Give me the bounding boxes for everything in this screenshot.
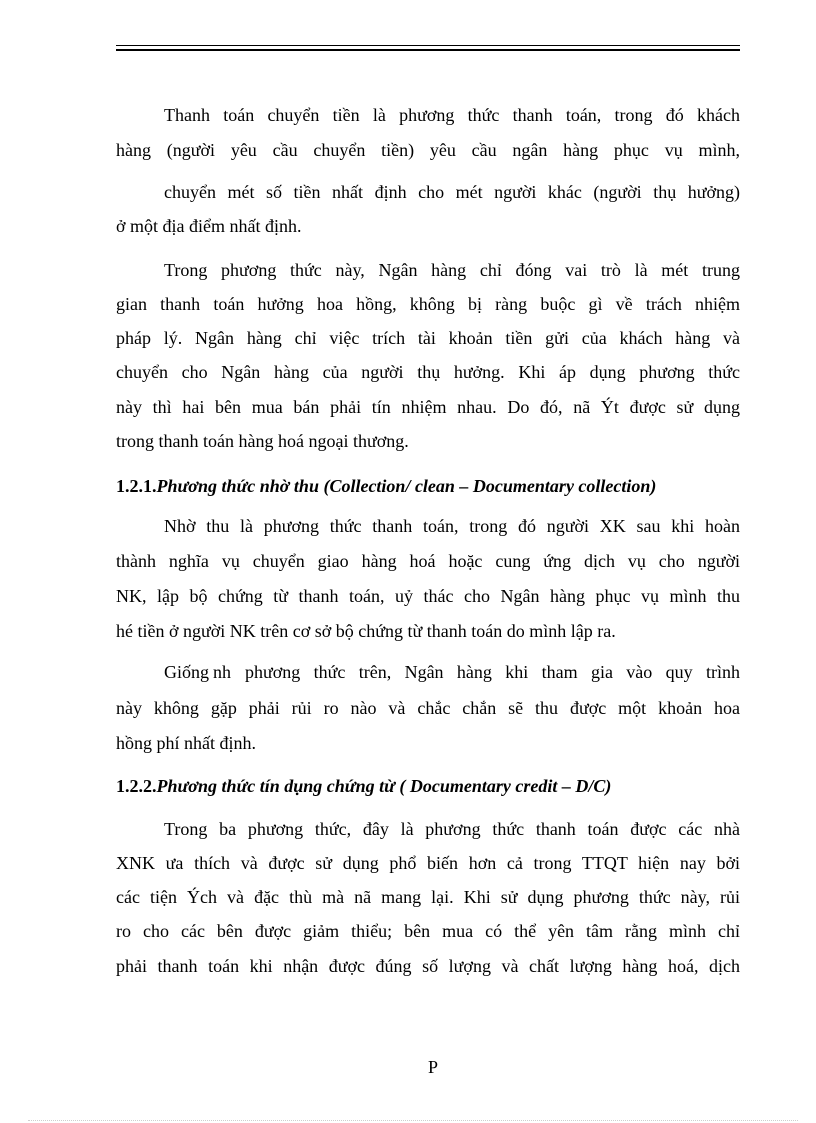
para5-line-1: Trong ba phương thức, đây là phương thức thanh toán được các nhà <box>164 819 740 839</box>
section-title: Phương thức nhờ thu (Collection/ clean – Documentary collection) <box>156 476 657 496</box>
para5-line-2: XNK ưa thích và được sử dụng phổ biến hơn cả trong TTQT hiện nay bởi <box>116 853 740 873</box>
para5-line-4: ro cho các bên được giảm thiểu; bên mua có thể yên tâm rằng mình chỉ <box>116 921 740 941</box>
para2-line-6: trong thanh toán hàng hoá ngoại thương. <box>116 431 409 451</box>
page-footer: P <box>427 1057 438 1077</box>
para4-line-1 <box>164 661 740 683</box>
section-title: Phương thức tín dụng chứng từ ( Documentary credit – D/C) <box>156 776 612 796</box>
para4-first-rest: phương thức trên, Ngân hàng khi tham gia vào quy trình <box>245 662 740 682</box>
page-bottom-divider <box>28 1120 798 1121</box>
para1-line-3: chuyển mét số tiền nhất định cho mét người khác (người thụ hưởng) <box>164 182 740 202</box>
para3-line-4: hé tiền ở người NK trên cơ sở bộ chứng từ thanh toán do mình lập ra. <box>116 621 616 641</box>
para2-line-3: pháp lý. Ngân hàng chỉ việc trích tài khoản tiền gửi của khách hàng và <box>116 328 740 348</box>
para3-line-3: NK, lập bộ chứng từ thanh toán, uỷ thác cho Ngân hàng phục vụ mình thu <box>116 586 740 606</box>
para2-line-2: gian thanh toán hưởng hoa hồng, không bị ràng buộc gì về trách nhiệm <box>116 294 740 314</box>
para2-line-1: Trong phương thức này, Ngân hàng chỉ đóng vai trò là mét trung <box>164 260 740 280</box>
para1-line-1: Thanh toán chuyển tiền là phương thức thanh toán, trong đó khách <box>164 105 740 125</box>
section-heading-1-2-1 <box>116 474 746 498</box>
para3-line-2: thành nghĩa vụ chuyển giao hàng hoá hoặc cung ứng dịch vụ cho người <box>116 551 740 571</box>
section-heading-1-2-2 <box>116 774 746 798</box>
section-number: 1.2.2. <box>116 776 157 796</box>
para4-subscript: nh <box>213 662 231 682</box>
para1-line-4: ở một địa điểm nhất định. <box>116 216 302 236</box>
para5-line-5: phải thanh toán khi nhận được đúng số lượng và chất lượng hàng hoá, dịch <box>116 956 740 976</box>
para4-line-3: hồng phí nhất định. <box>116 733 256 753</box>
para5-line-3: các tiện Ých và đặc thù mà nã mang lại. Khi sử dụng phương thức này, rủi <box>116 887 740 907</box>
para1-line-2: hàng (người yêu cầu chuyển tiền) yêu cầu ngân hàng phục vụ mình, <box>116 140 740 160</box>
para2-line-4: chuyển cho Ngân hàng của người thụ hưởng. Khi áp dụng phương thức <box>116 362 740 382</box>
para3-line-1: Nhờ thu là phương thức thanh toán, trong đó người XK sau khi hoàn <box>164 516 740 536</box>
para2-line-5: này thì hai bên mua bán phải tín nhiệm nhau. Do đó, nã Ýt được sử dụng <box>116 397 740 417</box>
header-rule-thin <box>116 45 740 46</box>
para4-first-word: Giống <box>164 662 209 682</box>
section-number: 1.2.1. <box>116 476 157 496</box>
header-rule-thick <box>116 49 740 51</box>
para4-line-2: này không gặp phải rủi ro nào và chắc chắn sẽ thu được một khoản hoa <box>116 698 740 718</box>
